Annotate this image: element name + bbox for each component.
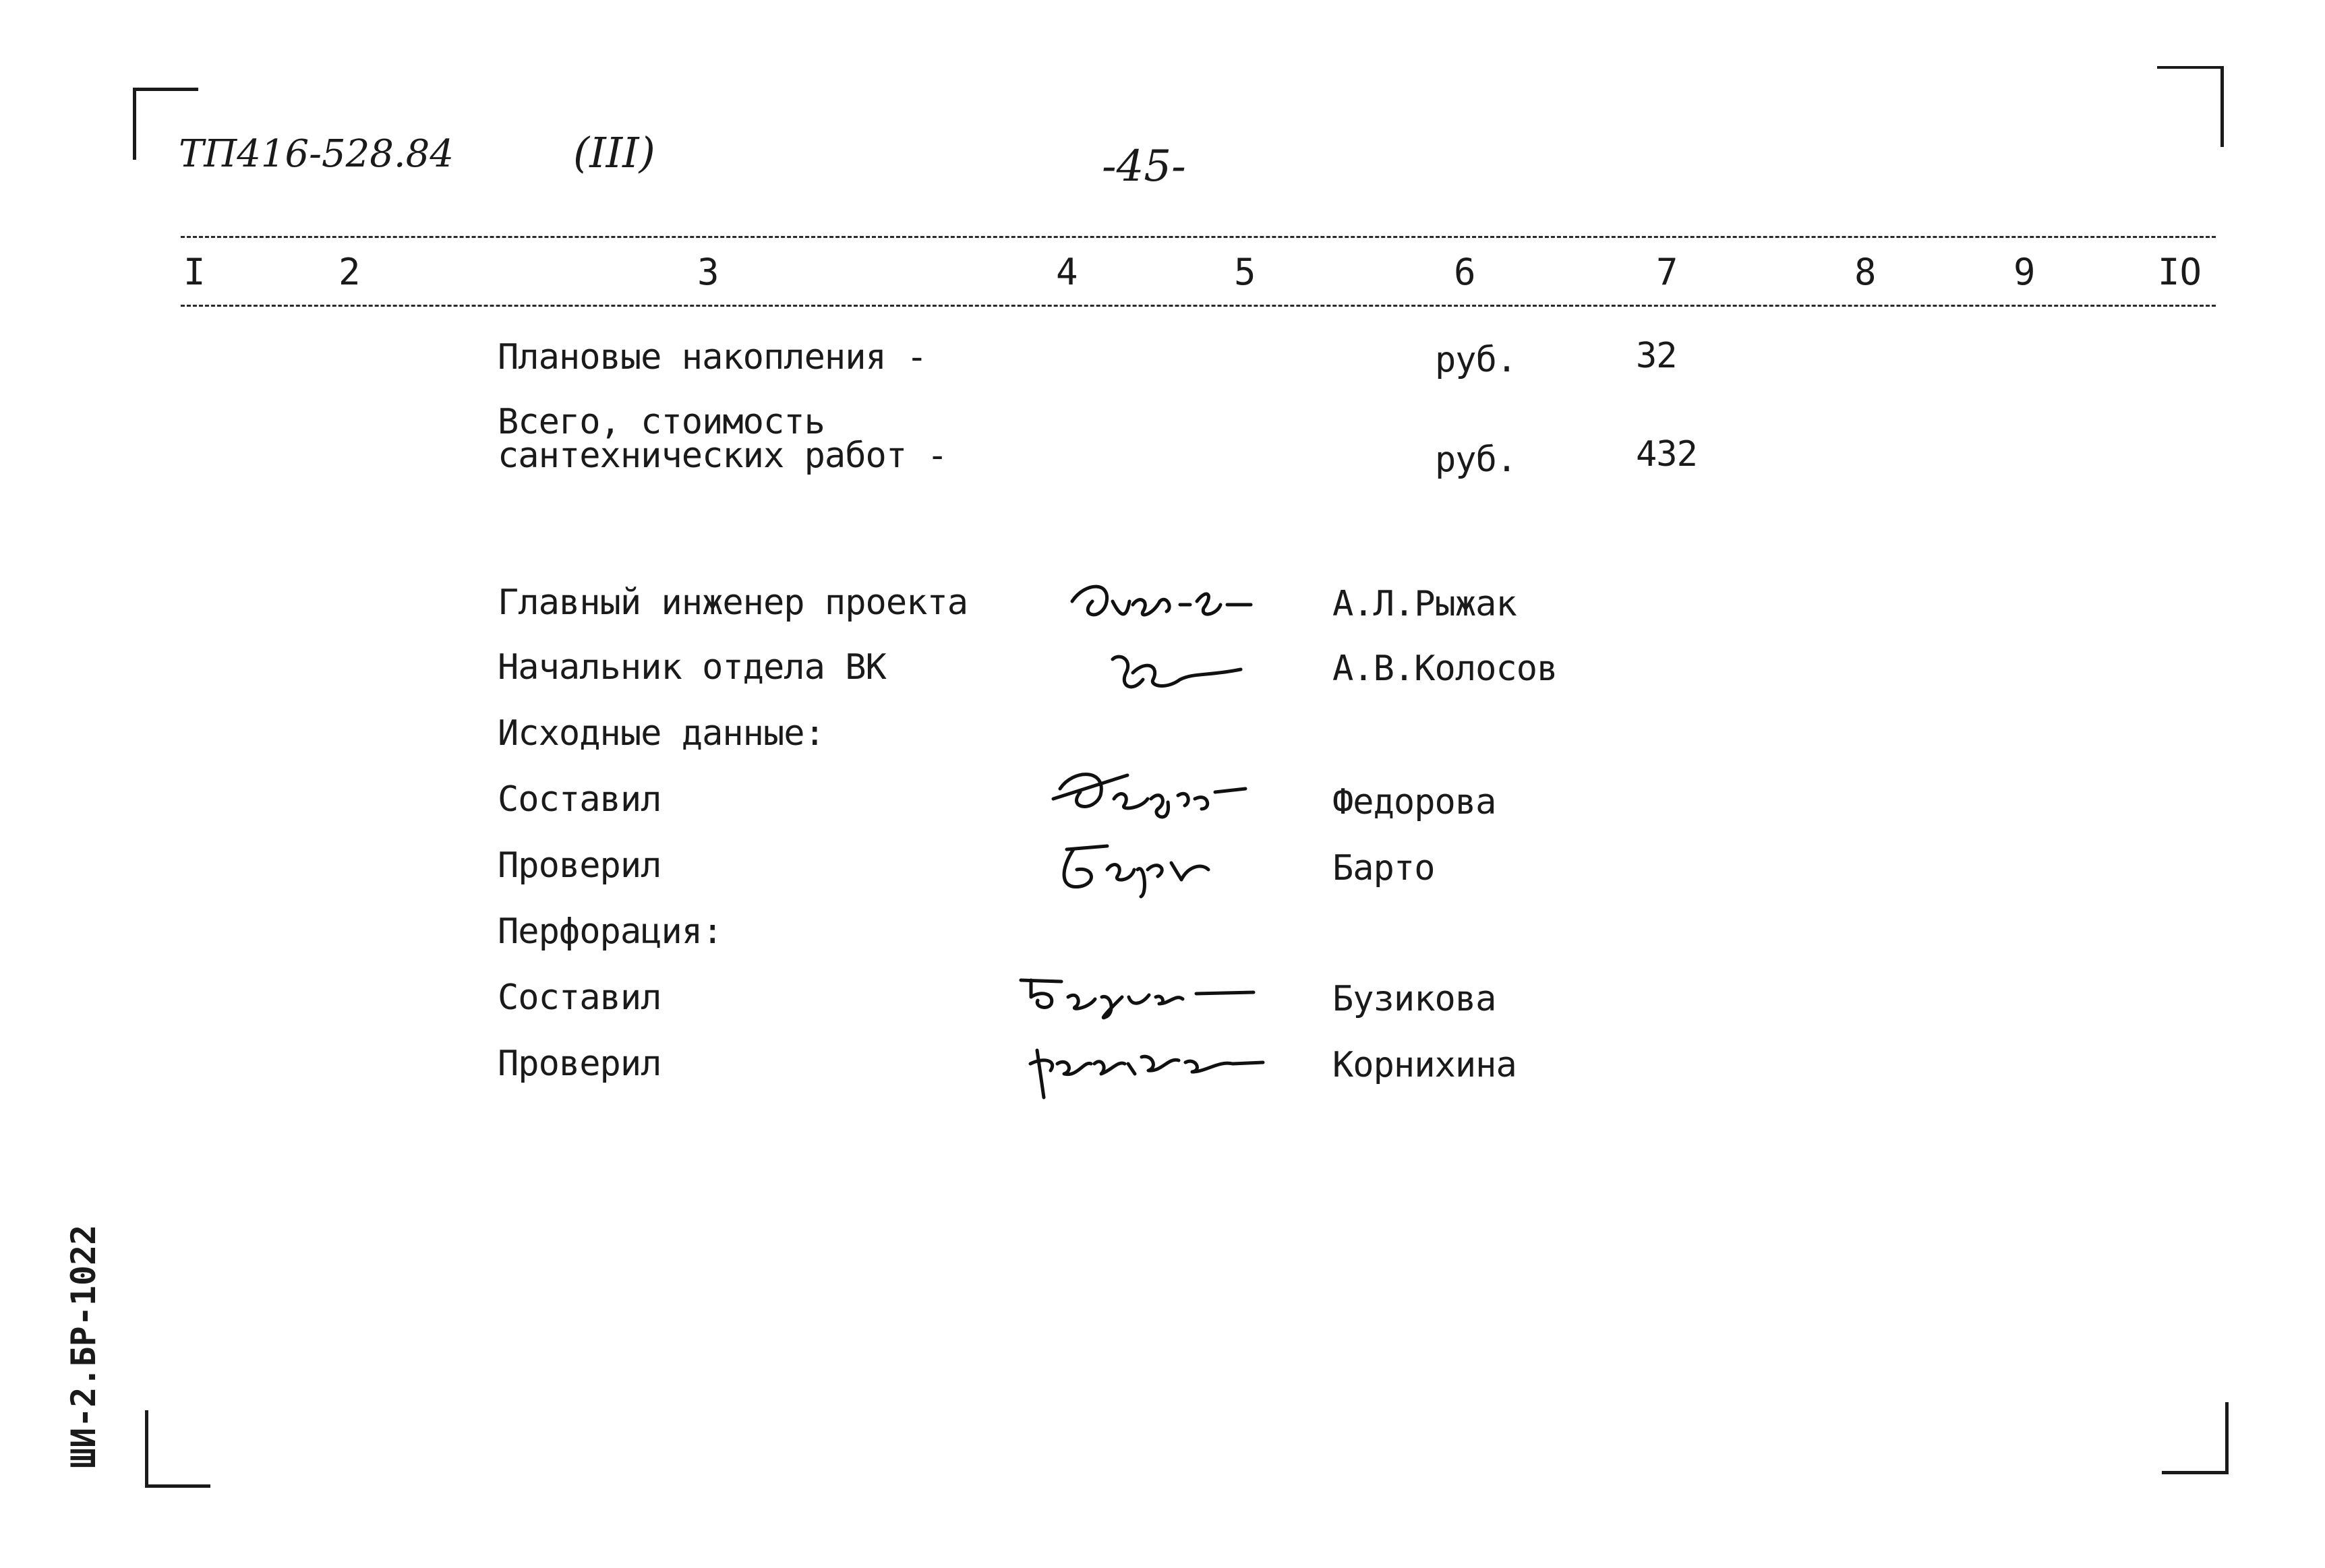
column-number: 2	[339, 251, 361, 293]
page-number: -45-	[1102, 142, 1186, 191]
cost-unit: руб.	[1435, 440, 1517, 480]
column-number: 5	[1234, 251, 1256, 293]
header-rule-bottom	[181, 305, 2216, 307]
header-rule-top	[181, 236, 2216, 238]
handwritten-signature	[1017, 1030, 1266, 1104]
cost-label-planned-savings: Плановые накопления -	[498, 337, 927, 378]
signature-role-compiled: Составил	[498, 977, 661, 1018]
handwritten-signature	[1106, 639, 1254, 706]
column-number: IO	[2158, 251, 2202, 293]
column-number: 8	[1854, 251, 1877, 293]
signature-role-chief-engineer: Главный инженер проекта	[498, 582, 968, 623]
signature-role-checked: Проверил	[498, 1044, 661, 1084]
corner-mark-bottom-right	[2162, 1402, 2229, 1474]
corner-mark-bottom-left	[145, 1410, 210, 1488]
cost-label-total-line1: Всего, стоимость	[498, 402, 825, 442]
handwritten-signature	[1014, 967, 1257, 1027]
section-heading-source-data: Исходные данные:	[498, 713, 825, 754]
signatory-name: Бузикова	[1332, 979, 1496, 1019]
signature-role-compiled: Составил	[498, 779, 661, 820]
column-number: 9	[2013, 251, 2036, 293]
signatory-name: А.В.Колосов	[1332, 649, 1558, 689]
signatory-name: Корнихина	[1332, 1045, 1517, 1085]
signatory-name: А.Л.Рыжак	[1332, 584, 1517, 624]
section-heading-perforation: Перфорация:	[498, 911, 723, 952]
cost-label-total-line2: сантехнических работ -	[498, 435, 947, 476]
column-number: 4	[1056, 251, 1078, 293]
cost-unit: руб.	[1435, 340, 1517, 380]
column-number: 3	[697, 251, 719, 293]
corner-mark-top-right	[2157, 66, 2224, 147]
column-number: 7	[1656, 251, 1678, 293]
handwritten-signature	[1065, 574, 1254, 642]
signature-role-department-head: Начальник отдела ВК	[498, 647, 886, 688]
signatory-name: Федорова	[1332, 782, 1496, 822]
document-code: ТП416-528.84	[179, 132, 454, 176]
signature-role-checked: Проверил	[498, 845, 661, 886]
handwritten-signature	[1047, 762, 1249, 836]
signatory-name: Барто	[1332, 848, 1435, 888]
column-number: 6	[1454, 251, 1476, 293]
handwritten-signature	[1047, 829, 1222, 903]
section-mark: (III)	[573, 128, 655, 177]
side-stamp: ШИ-2.БР-1022	[64, 1224, 103, 1468]
cost-value: 432	[1636, 434, 1697, 475]
column-number: I	[183, 251, 206, 293]
cost-value: 32	[1636, 336, 1677, 376]
